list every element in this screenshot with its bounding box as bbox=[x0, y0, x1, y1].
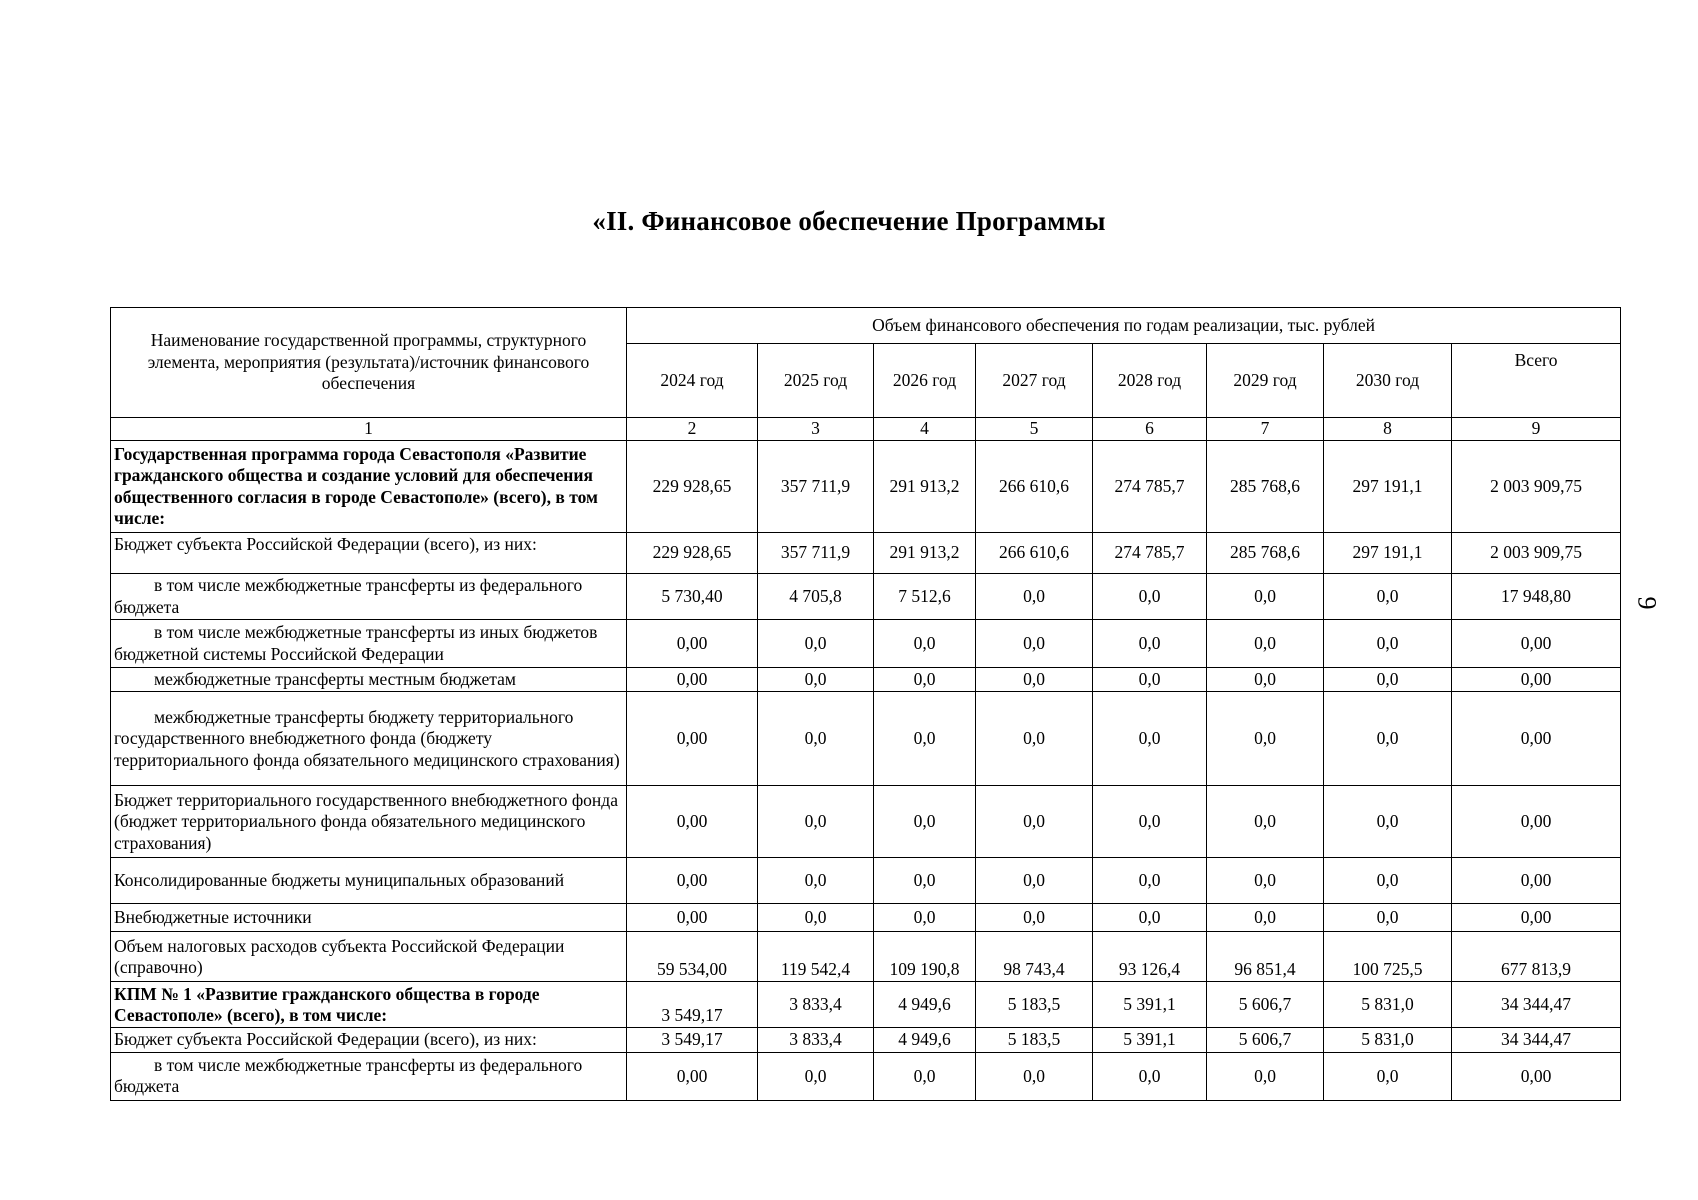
table-row bbox=[111, 668, 1621, 692]
row-name: Консолидированные бюджеты муниципальных образований bbox=[111, 858, 627, 904]
table-row bbox=[111, 1052, 1621, 1100]
row-value: 98 743,4 bbox=[976, 932, 1093, 982]
row-value: 0,00 bbox=[1452, 1052, 1621, 1100]
row-value: 0,0 bbox=[1324, 574, 1452, 620]
row-value: 100 725,5 bbox=[1324, 932, 1452, 982]
row-value: 5 831,0 bbox=[1324, 982, 1452, 1028]
row-value: 274 785,7 bbox=[1093, 533, 1207, 574]
row-name: в том числе межбюджетные трансферты из иных бюджетов бюджетной системы Российской Федерации bbox=[111, 620, 627, 668]
row-value: 5 606,7 bbox=[1207, 982, 1324, 1028]
row-value: 0,0 bbox=[1324, 1052, 1452, 1100]
row-value: 0,0 bbox=[758, 692, 874, 786]
table-row bbox=[111, 982, 1621, 1028]
row-value: 0,0 bbox=[874, 692, 976, 786]
header-name-column: Наименование государственной программы, структурного элемента, мероприятия (результата)/источник финансового обеспечения bbox=[111, 308, 627, 418]
row-value: 5 606,7 bbox=[1207, 1028, 1324, 1052]
row-value: 0,0 bbox=[1207, 620, 1324, 668]
row-value: 0,0 bbox=[1207, 858, 1324, 904]
row-value: 0,0 bbox=[1093, 904, 1207, 932]
row-value: 0,00 bbox=[1452, 620, 1621, 668]
header-year-2025: 2025 год bbox=[758, 344, 874, 418]
column-number: 2 bbox=[627, 418, 758, 441]
row-value: 0,0 bbox=[874, 668, 976, 692]
row-value: 17 948,80 bbox=[1452, 574, 1621, 620]
row-value: 7 512,6 bbox=[874, 574, 976, 620]
row-value: 357 711,9 bbox=[758, 441, 874, 533]
row-value: 0,0 bbox=[758, 668, 874, 692]
row-value: 5 183,5 bbox=[976, 982, 1093, 1028]
column-number: 6 bbox=[1093, 418, 1207, 441]
table-row bbox=[111, 786, 1621, 858]
row-value: 297 191,1 bbox=[1324, 533, 1452, 574]
row-value: 0,0 bbox=[1324, 786, 1452, 858]
column-number: 1 bbox=[111, 418, 627, 441]
row-value: 0,00 bbox=[1452, 904, 1621, 932]
header-year-2026: 2026 год bbox=[874, 344, 976, 418]
row-value: 4 949,6 bbox=[874, 982, 976, 1028]
header-volume: Объем финансового обеспечения по годам реализации, тыс. рублей bbox=[627, 308, 1621, 344]
column-numbers-row bbox=[111, 418, 1621, 441]
row-value: 0,0 bbox=[1093, 692, 1207, 786]
header-year-2024: 2024 год bbox=[627, 344, 758, 418]
row-value: 0,00 bbox=[1452, 858, 1621, 904]
row-name: Внебюджетные источники bbox=[111, 904, 627, 932]
table-row bbox=[111, 858, 1621, 904]
row-value: 0,00 bbox=[627, 786, 758, 858]
row-value: 3 833,4 bbox=[758, 982, 874, 1028]
row-value: 266 610,6 bbox=[976, 441, 1093, 533]
row-name: межбюджетные трансферты местным бюджетам bbox=[111, 668, 627, 692]
row-value: 0,0 bbox=[976, 904, 1093, 932]
header-total: Всего bbox=[1452, 344, 1621, 418]
row-value: 0,0 bbox=[976, 1052, 1093, 1100]
row-value: 0,00 bbox=[627, 692, 758, 786]
row-value: 0,0 bbox=[758, 620, 874, 668]
table-row bbox=[111, 620, 1621, 668]
row-value: 96 851,4 bbox=[1207, 932, 1324, 982]
row-value: 0,0 bbox=[874, 786, 976, 858]
table-row bbox=[111, 904, 1621, 932]
row-value: 0,0 bbox=[1207, 692, 1324, 786]
row-value: 0,0 bbox=[874, 1052, 976, 1100]
row-value: 0,0 bbox=[1093, 574, 1207, 620]
row-value: 34 344,47 bbox=[1452, 1028, 1621, 1052]
row-value: 0,0 bbox=[1093, 786, 1207, 858]
row-name: межбюджетные трансферты бюджету территориального государственного внебюджетного фонда (бюджету территориального фонда обязательного медицинского страхования) bbox=[111, 692, 627, 786]
row-value: 0,0 bbox=[976, 668, 1093, 692]
column-number: 5 bbox=[976, 418, 1093, 441]
row-value: 3 549,17 bbox=[627, 1028, 758, 1052]
row-value: 0,0 bbox=[1207, 668, 1324, 692]
row-value: 0,0 bbox=[874, 858, 976, 904]
row-value: 0,0 bbox=[976, 786, 1093, 858]
row-value: 229 928,65 bbox=[627, 441, 758, 533]
row-value: 5 831,0 bbox=[1324, 1028, 1452, 1052]
table-row bbox=[111, 932, 1621, 982]
row-value: 4 705,8 bbox=[758, 574, 874, 620]
row-value: 229 928,65 bbox=[627, 533, 758, 574]
row-value: 0,0 bbox=[1207, 1052, 1324, 1100]
row-value: 119 542,4 bbox=[758, 932, 874, 982]
row-value: 0,00 bbox=[627, 858, 758, 904]
row-value: 0,0 bbox=[1324, 904, 1452, 932]
row-value: 0,0 bbox=[976, 858, 1093, 904]
table-row bbox=[111, 692, 1621, 786]
row-value: 0,00 bbox=[1452, 786, 1621, 858]
row-name: КПМ № 1 «Развитие гражданского общества в городе Севастополе» (всего), в том числе: bbox=[111, 982, 627, 1028]
row-value: 0,0 bbox=[1093, 620, 1207, 668]
row-value: 0,0 bbox=[1207, 786, 1324, 858]
row-value: 0,0 bbox=[1324, 858, 1452, 904]
row-value: 2 003 909,75 bbox=[1452, 441, 1621, 533]
row-value: 109 190,8 bbox=[874, 932, 976, 982]
row-value: 5 391,1 bbox=[1093, 982, 1207, 1028]
row-name: в том числе межбюджетные трансферты из федерального бюджета bbox=[111, 1052, 627, 1100]
row-value: 0,00 bbox=[627, 904, 758, 932]
row-value: 291 913,2 bbox=[874, 441, 976, 533]
page-title: «II. Финансовое обеспечение Программы bbox=[592, 206, 1106, 236]
row-value: 5 391,1 bbox=[1093, 1028, 1207, 1052]
header-year-2027: 2027 год bbox=[976, 344, 1093, 418]
row-value: 291 913,2 bbox=[874, 533, 976, 574]
row-value: 5 183,5 bbox=[976, 1028, 1093, 1052]
row-value: 677 813,9 bbox=[1452, 932, 1621, 982]
row-value: 2 003 909,75 bbox=[1452, 533, 1621, 574]
row-value: 266 610,6 bbox=[976, 533, 1093, 574]
table-row bbox=[111, 1028, 1621, 1052]
row-value: 0,00 bbox=[1452, 668, 1621, 692]
row-value: 0,0 bbox=[758, 1052, 874, 1100]
row-value: 285 768,6 bbox=[1207, 533, 1324, 574]
row-value: 0,0 bbox=[874, 620, 976, 668]
financing-table bbox=[110, 307, 1621, 1101]
row-value: 0,0 bbox=[758, 904, 874, 932]
row-value: 285 768,6 bbox=[1207, 441, 1324, 533]
table-row bbox=[111, 574, 1621, 620]
header-year-2030: 2030 год bbox=[1324, 344, 1452, 418]
row-value: 5 730,40 bbox=[627, 574, 758, 620]
row-value: 34 344,47 bbox=[1452, 982, 1621, 1028]
row-value: 0,00 bbox=[627, 620, 758, 668]
table-row bbox=[111, 441, 1621, 533]
row-value: 357 711,9 bbox=[758, 533, 874, 574]
row-value: 3 833,4 bbox=[758, 1028, 874, 1052]
row-value: 0,0 bbox=[1324, 620, 1452, 668]
column-number: 3 bbox=[758, 418, 874, 441]
row-value: 0,0 bbox=[976, 692, 1093, 786]
row-value: 0,00 bbox=[1452, 692, 1621, 786]
page-number: 9 bbox=[1632, 596, 1662, 610]
row-value: 0,0 bbox=[1093, 858, 1207, 904]
row-value: 0,0 bbox=[1207, 574, 1324, 620]
row-name: Бюджет субъекта Российской Федерации (всего), из них: bbox=[111, 533, 627, 574]
row-value: 297 191,1 bbox=[1324, 441, 1452, 533]
column-number: 7 bbox=[1207, 418, 1324, 441]
row-value: 0,00 bbox=[627, 1052, 758, 1100]
row-value: 0,0 bbox=[1093, 668, 1207, 692]
row-value: 0,0 bbox=[874, 904, 976, 932]
row-name: Бюджет территориального государственного внебюджетного фонда (бюджет территориального фонда обязательного медицинского страхования) bbox=[111, 786, 627, 858]
row-value: 4 949,6 bbox=[874, 1028, 976, 1052]
row-value: 0,00 bbox=[627, 668, 758, 692]
row-value: 274 785,7 bbox=[1093, 441, 1207, 533]
header-year-2028: 2028 год bbox=[1093, 344, 1207, 418]
row-value: 0,0 bbox=[758, 858, 874, 904]
column-number: 4 bbox=[874, 418, 976, 441]
row-value: 0,0 bbox=[758, 786, 874, 858]
row-value: 0,0 bbox=[976, 574, 1093, 620]
row-value: 93 126,4 bbox=[1093, 932, 1207, 982]
row-name: Бюджет субъекта Российской Федерации (всего), из них: bbox=[111, 1028, 627, 1052]
row-name: в том числе межбюджетные трансферты из федерального бюджета bbox=[111, 574, 627, 620]
row-value: 0,0 bbox=[1093, 1052, 1207, 1100]
header-year-2029: 2029 год bbox=[1207, 344, 1324, 418]
row-value: 59 534,00 bbox=[627, 932, 758, 982]
row-value: 0,0 bbox=[1324, 668, 1452, 692]
row-name: Объем налоговых расходов субъекта Российской Федерации (справочно) bbox=[111, 932, 627, 982]
column-number: 8 bbox=[1324, 418, 1452, 441]
table-row bbox=[111, 533, 1621, 574]
column-number: 9 bbox=[1452, 418, 1621, 441]
row-value: 3 549,17 bbox=[627, 982, 758, 1028]
row-name: Государственная программа города Севастополя «Развитие гражданского общества и создание условий для обеспечения общественного согласия в городе Севастополе» (всего), в том числе: bbox=[111, 441, 627, 533]
row-value: 0,0 bbox=[1207, 904, 1324, 932]
row-value: 0,0 bbox=[1324, 692, 1452, 786]
row-value: 0,0 bbox=[976, 620, 1093, 668]
